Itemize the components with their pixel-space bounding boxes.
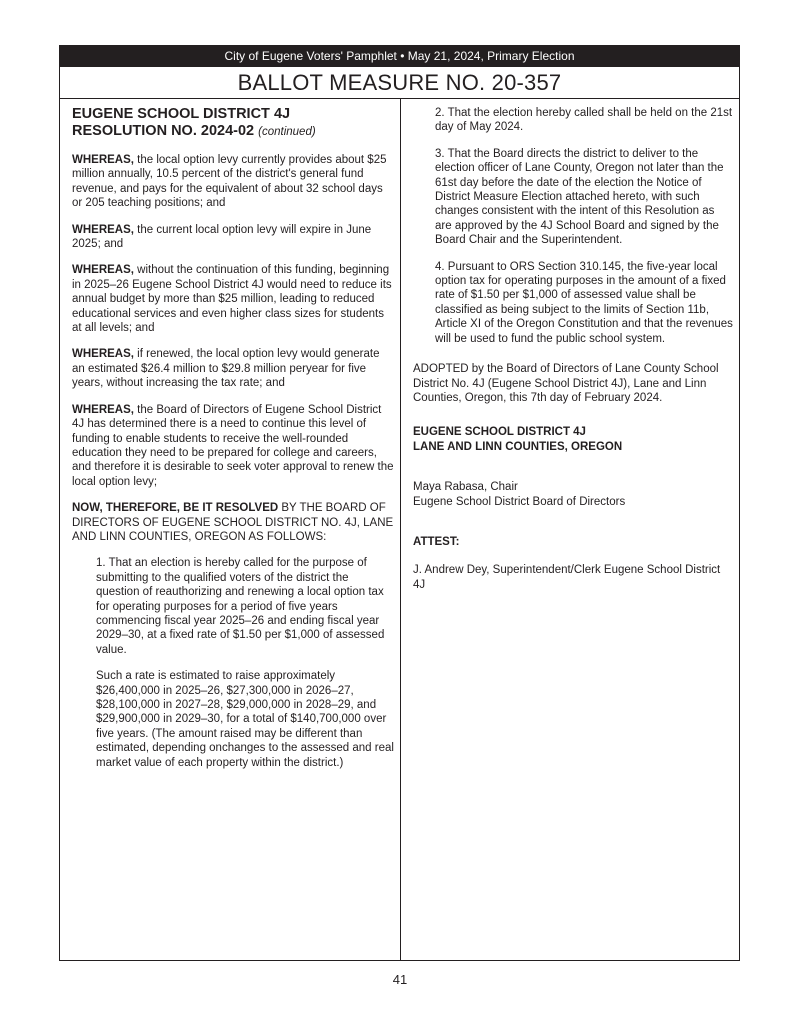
adopted-statement: ADOPTED by the Board of Directors of Lane County School District No. 4J (Eugene School District 4J), Lane and Linn Counties, Oregon, this 7th day of February 2024. [413, 363, 719, 404]
whereas-lead: WHEREAS, [72, 403, 134, 416]
whereas-paragraph [72, 403, 394, 489]
clerk-signature: J. Andrew Dey, Superintendent/Clerk Eugene School District 4J [413, 564, 721, 591]
tax-rate-estimate: Such a rate is estimated to raise approximately $26,400,000 in 2025–26, $27,300,000 in 2026–27, $28,100,000 in 2027–28, $29,000,000 in 2028–29, and $29,900,000 in 2029–30, for a total of $140,700,000 over five years. (The amount raised may be different than estimated, depending onchanges to the assessed and real market value of each property within the district.) [96, 670, 394, 769]
whereas-lead: WHEREAS, [72, 223, 134, 236]
whereas-text: if renewed, the local option levy would generate an estimated $26.4 million to $29.8 million peryear for five years, without increasing the tax rate; and [72, 348, 380, 390]
whereas-paragraph [72, 347, 394, 390]
counties-name: LANE AND LINN COUNTIES, OREGON [413, 440, 623, 453]
resolution-item-2: 2. That the election hereby called shall be held on the 21st day of May 2024. [435, 107, 733, 134]
measure-title: BALLOT MEASURE NO. 20-357 [60, 67, 739, 99]
attest-label: ATTEST: [413, 535, 460, 548]
measure-frame [59, 45, 740, 961]
whereas-paragraph [72, 223, 394, 252]
whereas-text: the current local option levy will expire in June 2025; and [72, 223, 372, 251]
resolution-item-4: 4. Pursuant to ORS Section 310.145, the five-year local option tax for operating purposes in the amount of a fixed rate of $1.50 per $1,000 of assessed value shall be classified as being subject to the limits of Section 11b, Article XI of the Oregon Constitution and that the revenues will be used to fund the public school system. [435, 260, 733, 345]
whereas-lead: WHEREAS, [72, 154, 134, 166]
resolution-heading [72, 106, 394, 141]
resolved-paragraph [72, 501, 394, 544]
column-divider [400, 99, 401, 960]
chair-organization: Eugene School District Board of Directors [413, 495, 626, 508]
whereas-lead: WHEREAS, [72, 264, 134, 277]
whereas-text: without the continuation of this funding, beginning in 2025–26 Eugene School District 4J would need to reduce its annual budget by more than $25 million, leading to reduced educational services and even higher class sizes for students at all levels; and [72, 264, 392, 335]
resolved-lead: NOW, THEREFORE, BE IT RESOLVED [72, 502, 279, 515]
whereas-text: the Board of Directors of Eugene School District 4J has determined there is a need to continue this level of funding to enable students to receive the well-rounded education they need to be prepared for college and careers, and therefore it is desirable to seek voter approval to renew the local option levy; [72, 403, 394, 488]
resolution-number: RESOLUTION NO. 2024-02 [72, 123, 255, 139]
resolved-text: BY THE BOARD OF DIRECTORS OF EUGENE SCHOOL DISTRICT NO. 4J, LANE AND LINN COUNTIES, OREGON AS FOLLOWS: [72, 502, 394, 543]
whereas-lead: WHEREAS, [72, 348, 134, 361]
whereas-paragraph [72, 153, 394, 211]
resolution-item-3: 3. That the Board directs the district to deliver to the election officer of Lane County, Oregon not later than the 61st day before the date of the election the Notice of District Measure Election attached hereto, with such changes consistent with the intent of this Resolution as are approved by the 4J School Board and signed by the Board Chair and the Superintendent. [435, 147, 724, 247]
continued-label: (continued) [258, 126, 316, 138]
pamphlet-header-bar: City of Eugene Voters' Pamphlet • May 21, 2024, Primary Election [60, 46, 739, 67]
chair-signature [413, 480, 733, 509]
right-column [413, 106, 733, 604]
page-number: 41 [392, 972, 408, 987]
left-column [72, 106, 394, 782]
resolution-number-line [72, 123, 394, 141]
whereas-paragraph [72, 263, 394, 335]
whereas-text: the local option levy currently provides about $25 million annually, 10.5 percent of the district's general fund revenue, and pays for the equivalent of about 32 school days or 205 teaching positions; and [72, 154, 387, 210]
chair-name: Maya Rabasa, Chair [413, 481, 518, 494]
district-heading: EUGENE SCHOOL DISTRICT 4J [72, 106, 291, 122]
district-name: EUGENE SCHOOL DISTRICT 4J [413, 426, 586, 439]
resolution-item-1: 1. That an election is hereby called for the purpose of submitting to the qualified voters of the district the question of reauthorizing and renewing a local option tax for operating purposes for a period of five years commencing fiscal year 2025–26 and ending fiscal year 2029–30, at a fixed rate of $1.50 per $1,000 of assessed value. [96, 557, 385, 656]
district-signature-heading [413, 425, 733, 454]
